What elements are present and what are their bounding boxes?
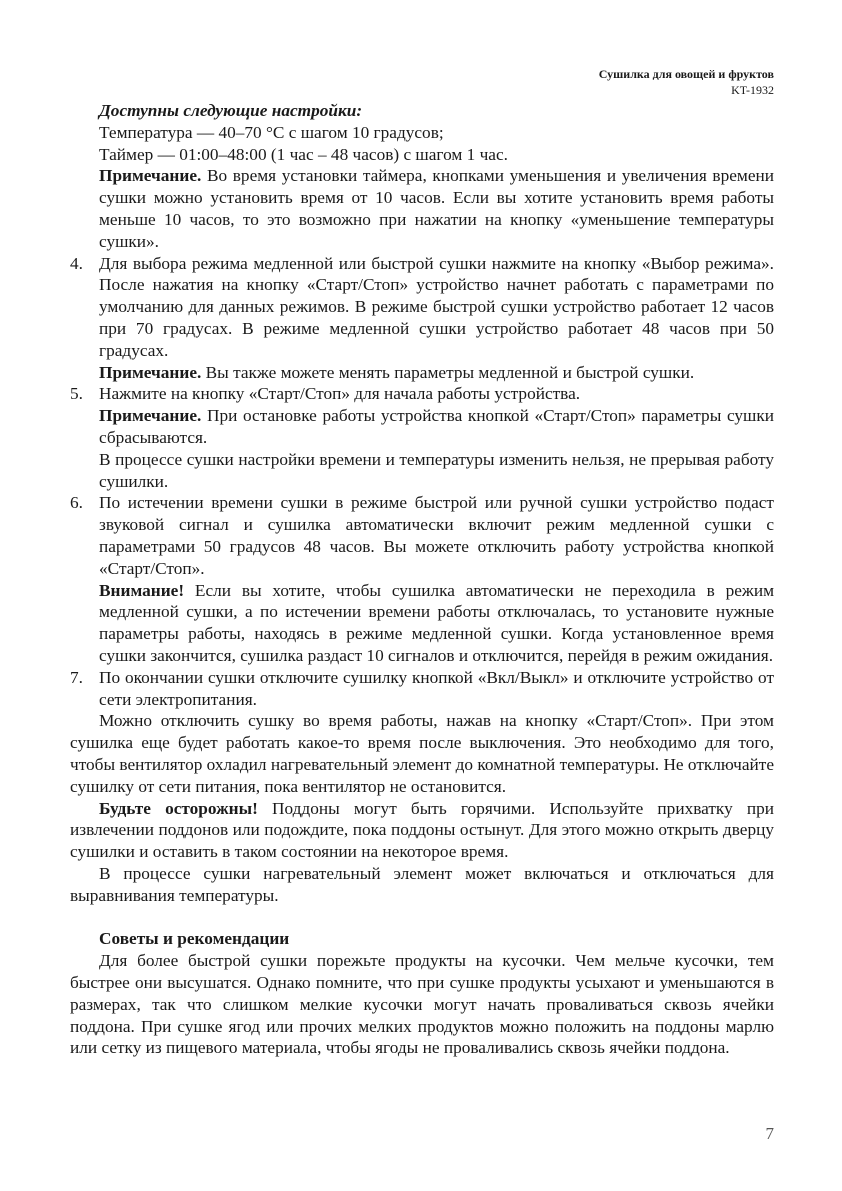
item-number: 6.	[70, 493, 83, 513]
note-label: Примечание.	[99, 166, 202, 186]
tips-heading: Советы и рекомендации	[99, 929, 290, 949]
paragraph-heating: В процессе сушки нагревательный элемент может включаться и отключаться для выравнивания температуры.	[70, 863, 774, 905]
header-model: KT-1932	[731, 83, 774, 97]
paragraph-caution	[70, 798, 774, 863]
warning-text: Если вы хотите, чтобы сушилка автоматически не переходила в режим медленной сушки, а по истечении времени работы отключалась, то установите нужные параметры работы, находясь в режиме медленной сушки. Когда установленное время сушки закончится, сушилка раздаст 10 сигналов и отключится, перейдя в режим ожидания.	[99, 580, 774, 665]
settings-temperature: Температура — 40–70 °С с шагом 10 градусов;	[99, 122, 444, 142]
caution-text: Поддоны могут быть горячими. Используйте прихватку при извлечении поддонов или подождите, пока поддоны остынут. Для этого можно открыть дверцу сушилки и оставить в таком состоянии на некоторое время.	[70, 798, 775, 862]
item-number: 4.	[70, 253, 83, 273]
list-item-4	[70, 253, 774, 384]
list-item-7	[70, 667, 774, 711]
note-label: Примечание.	[99, 362, 202, 382]
paragraph-switch-off: Можно отключить сушку во время работы, нажав на кнопку «Старт/Стоп». При этом сушилка еще будет работать какое-то время после выключения. Это необходимо для того, чтобы вентилятор охладил нагревательный элемент до комнатной температуры. Не отключайте сушилку от сети питания, пока вентилятор не остановится.	[70, 711, 774, 796]
settings-timer: Таймер — 01:00–48:00 (1 час – 48 часов) с шагом 1 час.	[99, 144, 508, 164]
note-text: При остановке работы устройства кнопкой «Старт/Стоп» параметры сушки сбрасываются.	[99, 406, 774, 447]
item-warning	[99, 580, 774, 667]
settings-note	[70, 165, 774, 252]
list-item-6	[70, 492, 774, 666]
note-label: Примечание.	[99, 406, 202, 426]
item-extra: В процессе сушки настройки времени и температуры изменить нельзя, не прерывая работу сушилки.	[99, 449, 774, 491]
caution-label: Будьте осторожны!	[99, 798, 258, 818]
item-note	[99, 362, 774, 384]
item-text: Для выбора режима медленной или быстрой сушки нажмите на кнопку «Выбор режима». После нажатия на кнопку «Старт/Стоп» устройство начнет работать с параметрами по умолчанию для данных режимов. В режиме быстрой сушки устройство работает 12 часов при 70 градусах. В режиме медленной сушки устройство работает 48 часов при 50 градусах.	[99, 253, 774, 360]
page-body	[70, 100, 774, 1059]
page-header	[599, 66, 774, 98]
settings-heading: Доступны следующие настройки:	[99, 101, 363, 120]
note-text: Вы также можете менять параметры медленной и быстрой сушки.	[201, 362, 695, 382]
page-number: 7	[765, 1124, 774, 1143]
item-text: Нажмите на кнопку «Старт/Стоп» для начала работы устройства.	[99, 384, 581, 404]
item-number: 5.	[70, 384, 83, 404]
note-text: Во время установки таймера, кнопками уменьшения и увеличения времени сушки можно установить время от 10 часов. Если вы хотите установить время работы меньше 10 часов, то это возможно при нажатии на кнопку «уменьшение температуры сушки».	[99, 166, 774, 251]
item-note	[99, 405, 774, 449]
item-text: По окончании сушки отключите сушилку кнопкой «Вкл/Выкл» и отключите устройство от сети электропитания.	[99, 667, 774, 709]
list-item-5	[70, 383, 774, 492]
item-number: 7.	[70, 667, 83, 687]
warning-label: Внимание!	[99, 580, 185, 600]
header-title: Сушилка для овощей и фруктов	[598, 67, 774, 81]
item-text: По истечении времени сушки в режиме быстрой или ручной сушки устройство подаст звуковой сигнал и сушилка автоматически включит режим медленной сушки с параметрами 50 градусов 48 часов. Вы можете отключить работу устройства кнопкой «Старт/Стоп».	[99, 493, 774, 578]
section-gap	[70, 906, 774, 928]
tips-text: Для более быстрой сушки порежьте продукты на кусочки. Чем мельче кусочки, тем быстрее они высушатся. Однако помните, что при сушке продукты усыхают и уменьшаются в размерах, так что слишком мелкие кусочки могут начать проваливаться сквозь ячейки поддона. При сушке ягод или прочих мелких продуктов можно положить на поддоны марлю или сетку из пищевого материала, чтобы ягоды не проваливались сквозь ячейки поддона.	[70, 951, 774, 1058]
